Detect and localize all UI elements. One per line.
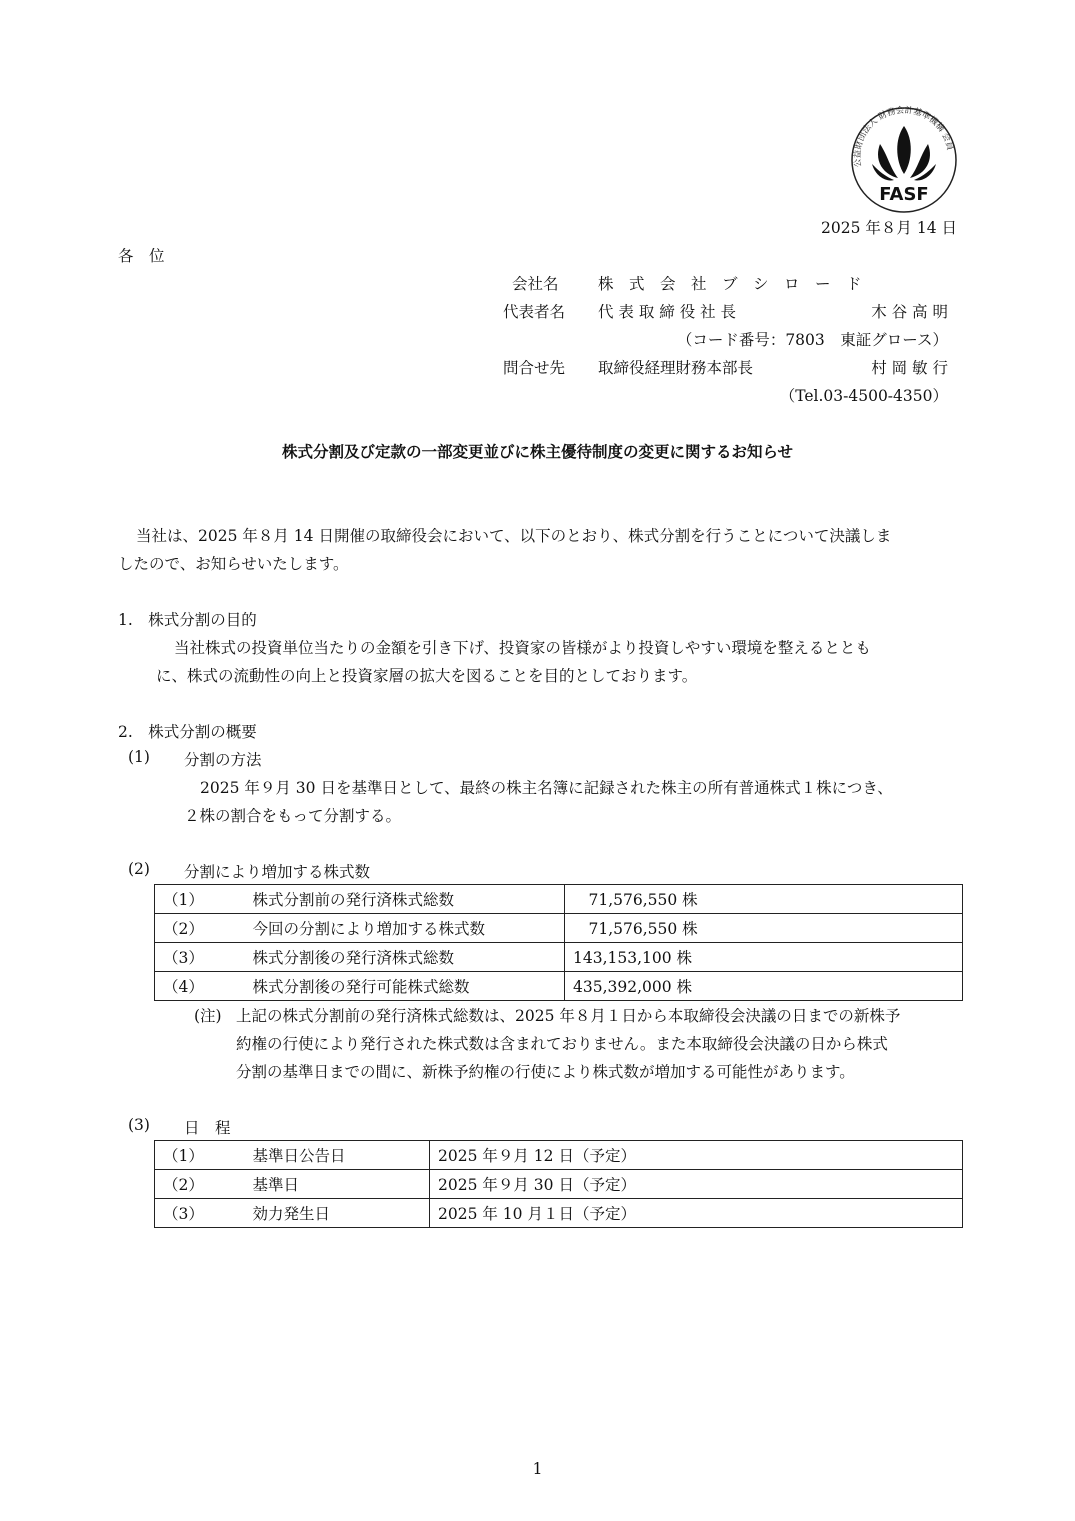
contact-tel: （Tel.03-4500-4350） <box>779 387 948 405</box>
row-number: （2） <box>155 914 245 943</box>
stock-code: （コード番号：7803 東証グロース） <box>676 331 948 349</box>
page-number: 1 <box>532 1460 543 1478</box>
section-1-heading: 1. 株式分割の目的 <box>118 611 257 629</box>
row-label: 株式分割前の発行済株式総数 <box>245 885 565 914</box>
row-label: 基準日公告日 <box>245 1141 430 1170</box>
fasf-logo <box>848 104 960 216</box>
sub-2-title: 分割により増加する株式数 <box>184 863 371 881</box>
note-mark: (注) <box>194 1007 222 1025</box>
row-number: （1） <box>155 1141 245 1170</box>
row-value: 2025 年 10 月１日（予定） <box>430 1199 963 1228</box>
sub-3-number: (3) <box>128 1116 150 1134</box>
addressee: 各 位 <box>118 247 165 265</box>
sub-1-line-1: 2025 年９月 30 日を基準日として、最終の株主名簿に記録された株主の所有普通株式１株につき、 <box>200 779 893 797</box>
contact-title: 取締役経理財務本部長 <box>598 359 754 377</box>
table-row <box>155 943 963 972</box>
row-value: 435,392,000 株 <box>565 972 963 1001</box>
table-row <box>155 1170 963 1199</box>
row-value: 2025 年９月 12 日（予定） <box>430 1141 963 1170</box>
sub-2-number: (2) <box>128 860 150 878</box>
row-number: （4） <box>155 972 245 1001</box>
svg-text:公益財団法人 財務会計基準機構 会員: 公益財団法人 財務会計基準機構 会員 <box>852 105 955 168</box>
sub-1-line-2: ２株の割合をもって分割する。 <box>184 807 402 825</box>
row-label: 株式分割後の発行可能株式総数 <box>245 972 565 1001</box>
row-label: 効力発生日 <box>245 1199 430 1228</box>
row-value: 2025 年９月 30 日（予定） <box>430 1170 963 1199</box>
label-company: 会社名 <box>512 275 559 293</box>
contact-name: 村 岡 敏 行 <box>871 359 948 377</box>
label-representative: 代表者名 <box>503 303 566 321</box>
note-line-3: 分割の基準日までの間に、新株予約権の行使により株式数が増加する可能性があります。 <box>236 1063 855 1081</box>
sub-1-title: 分割の方法 <box>184 751 262 769</box>
note-line-2: 約権の行使により発行された株式数は含まれておりません。また本取締役会決議の日から株式 <box>236 1035 888 1053</box>
company-name: 株 式 会 社 ブ シ ロ ー ド <box>598 275 862 293</box>
schedule-table <box>154 1140 963 1228</box>
row-value: 71,576,550 株 <box>565 885 963 914</box>
row-number: （2） <box>155 1170 245 1199</box>
row-label: 株式分割後の発行済株式総数 <box>245 943 565 972</box>
table-row <box>155 972 963 1001</box>
row-value: 143,153,100 株 <box>565 943 963 972</box>
label-contact: 問合せ先 <box>503 359 566 377</box>
section-1-line-1: 当社株式の投資単位当たりの金額を引き下げ、投資家の皆様がより投資しやすい環境を整えるととも <box>174 639 871 657</box>
row-label: 基準日 <box>245 1170 430 1199</box>
svg-text:FASF: FASF <box>879 184 929 205</box>
row-number: （3） <box>155 943 245 972</box>
section-2-heading: 2. 株式分割の概要 <box>118 723 257 741</box>
intro-line-1: 当社は、2025 年８月 14 日開催の取締役会において、以下のとおり、株式分割を行うことについて決議しま <box>136 527 892 545</box>
row-number: （1） <box>155 885 245 914</box>
sub-3-title: 日 程 <box>184 1119 231 1137</box>
sub-1-number: (1) <box>128 748 150 766</box>
intro-line-2: したので、お知らせいたします。 <box>118 555 349 573</box>
share-increase-table <box>154 884 963 1001</box>
table-row <box>155 885 963 914</box>
section-1-line-2: に、株式の流動性の向上と投資家層の拡大を図ることを目的としております。 <box>156 667 698 685</box>
row-label: 今回の分割により増加する株式数 <box>245 914 565 943</box>
note-line-1: 上記の株式分割前の発行済株式総数は、2025 年８月１日から本取締役会決議の日までの新株予 <box>236 1007 901 1025</box>
table-row <box>155 914 963 943</box>
table-row <box>155 1141 963 1170</box>
issue-date: 2025 年８月 14 日 <box>821 219 957 237</box>
document-title: 株式分割及び定款の一部変更並びに株主優待制度の変更に関するお知らせ <box>281 443 794 461</box>
representative-name: 木 谷 高 明 <box>871 303 948 321</box>
table-row <box>155 1199 963 1228</box>
row-value: 71,576,550 株 <box>565 914 963 943</box>
representative-title: 代 表 取 締 役 社 長 <box>598 303 737 321</box>
row-number: （3） <box>155 1199 245 1228</box>
